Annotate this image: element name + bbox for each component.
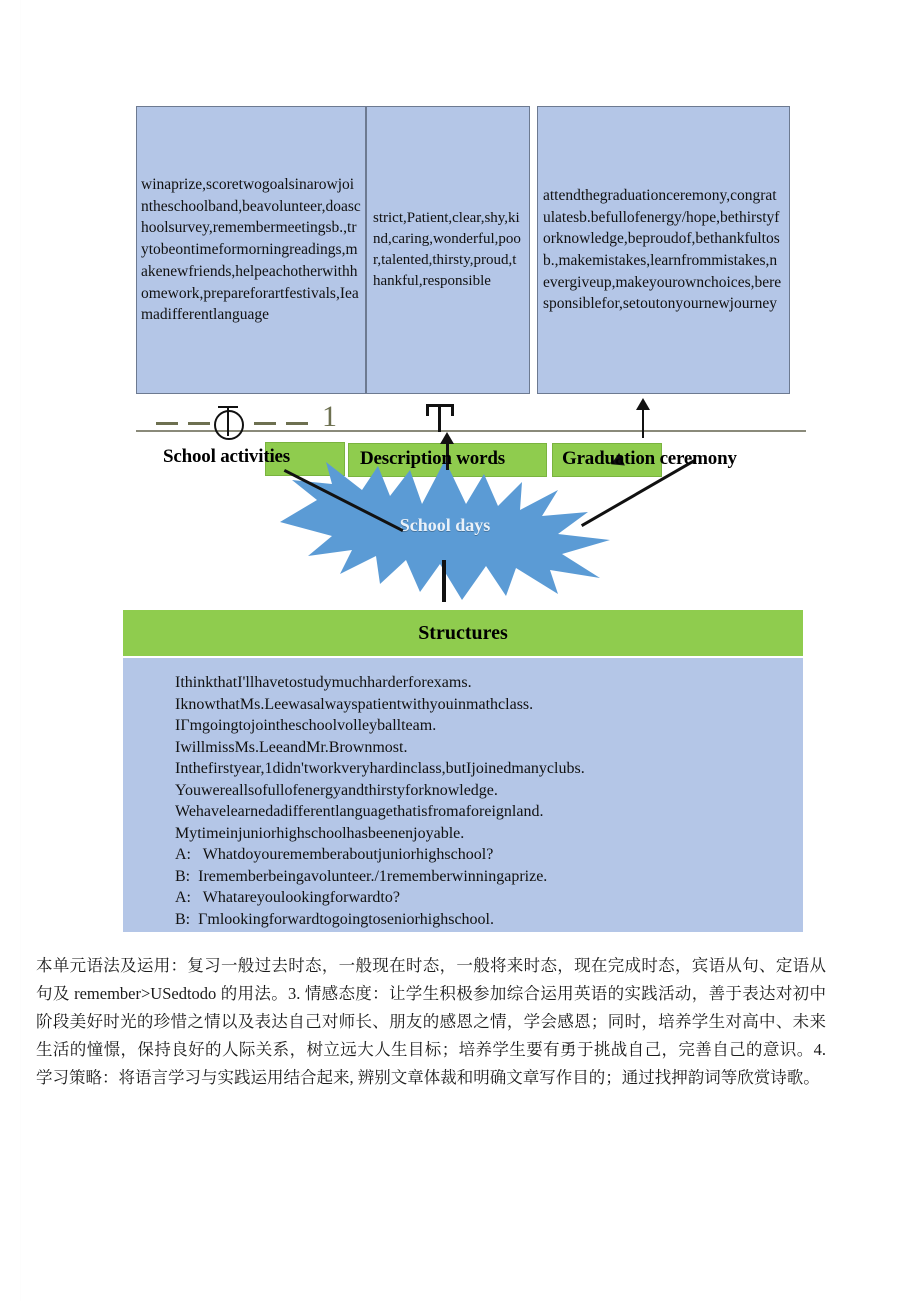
description-words-vocabulary-text: strict,Patient,clear,shy,kind,caring,wonderful,poor,talented,thirsty,proud,thankful,responsible — [373, 210, 521, 289]
connector-line-bottom — [442, 560, 446, 602]
dash-mark-icon — [156, 422, 178, 425]
structures-block — [123, 610, 803, 932]
structure-line: B: Irememberbeingavolunteer./1rememberwinningaprize. — [175, 867, 548, 885]
school-days-label: School days — [399, 515, 491, 535]
structure-line: A: Whatdoyourememberaboutjuniorhighschool? — [175, 846, 494, 863]
structure-line: B: Γmlookingforwardtogoingtoseniorhighschool. — [175, 910, 494, 928]
structure-line: Inthefirstyear,1didn'tworkveryhardinclass,butIjoinedmanyclubs. — [175, 760, 585, 777]
lesson-notes-paragraph: 本单元语法及运用：复习一般过去时态，一般现在时态，一般将来时态，现在完成时态，宾语从句、定语从句及 remember>USedtodo 的用法。3. 情感态度：让学生积极参加综合运用英语的实践活动，善于表达对初中阶段美好时光的珍惜之情以及表达自己对师长、朋友的感恩之情，学会感恩；同时，培养学生对高中、未来生活的憧憬，保持良好的人际关系，树立远大人生目标；培养学生要有勇于挑战自己，完善自己的意识。4. 学习策略：将语言学习与实践运用结合起来, 辨别文章体裁和明确文章写作目的；通过找押韵词等欣赏诗歌。 — [36, 956, 826, 1087]
numeral-one-glyph: 1 — [322, 400, 337, 433]
label-school-activities: School activities — [163, 446, 290, 467]
label-description-words: Description words — [360, 448, 505, 469]
page-left-rule — [20, 0, 21, 1301]
table-cell-school-activities — [136, 106, 366, 394]
table-cell-graduation-ceremony — [537, 106, 790, 394]
structure-line: Youwereallsofullofenergyandthirstyforknowledge. — [175, 781, 498, 799]
table-cell-description-words — [366, 106, 530, 394]
circle-glyph-icon — [214, 410, 244, 440]
structure-line: IthinkthatI'llhavetostudymuchharderforexams. — [175, 674, 472, 691]
structure-line: Wehavelearnedadifferentlanguagethatisfromaforeignland. — [175, 803, 544, 820]
structures-title: Structures — [418, 621, 508, 644]
dash-mark-icon — [254, 422, 276, 425]
vocabulary-table — [136, 106, 790, 394]
dash-mark-icon — [286, 422, 308, 425]
structure-line: IΓmgoingtojointheschoolvolleyballteam. — [175, 717, 437, 734]
structures-body — [123, 658, 803, 932]
structure-line: A: Whatareyoulookingforwardto? — [175, 889, 400, 906]
graduation-ceremony-vocabulary-text: attendthegraduationceremony,congratulatesb.befullofenergy/hope,bethirstyforknowledge,beproudof,bethankfultosb.,makemistakes,learnfrommistakes,nevergiveup,makeyourownchoices,beresponsiblefor,setoutonyournewjourney — [543, 186, 782, 313]
structure-line: IknowthatMs.Leewasalwayspatientwithyouinmathclass. — [175, 695, 534, 713]
school-activities-vocabulary-text: winaprize,scoretwogoalsinarowjointheschoolband,beavolunteer,doaschoolsurvey,remembermeetingsb.,trytobeontimeformorningreadings,makenewfriends,helpeachotherwithhomework,prepareforartfestivals,Ieamadifferentlanguage — [141, 176, 361, 324]
circle-glyph-stem-icon — [227, 406, 229, 436]
structure-line: IwillmissMs.LeeandMr.Brownmost. — [175, 738, 408, 756]
structures-header — [123, 610, 803, 656]
connector-artifact-band — [136, 396, 806, 442]
label-graduation-ceremony: Graduation ceremony — [562, 448, 737, 469]
structure-line: Mytimeinjuniorhighschoolhasbeenenjoyable. — [175, 824, 465, 842]
dash-mark-icon — [188, 422, 210, 425]
